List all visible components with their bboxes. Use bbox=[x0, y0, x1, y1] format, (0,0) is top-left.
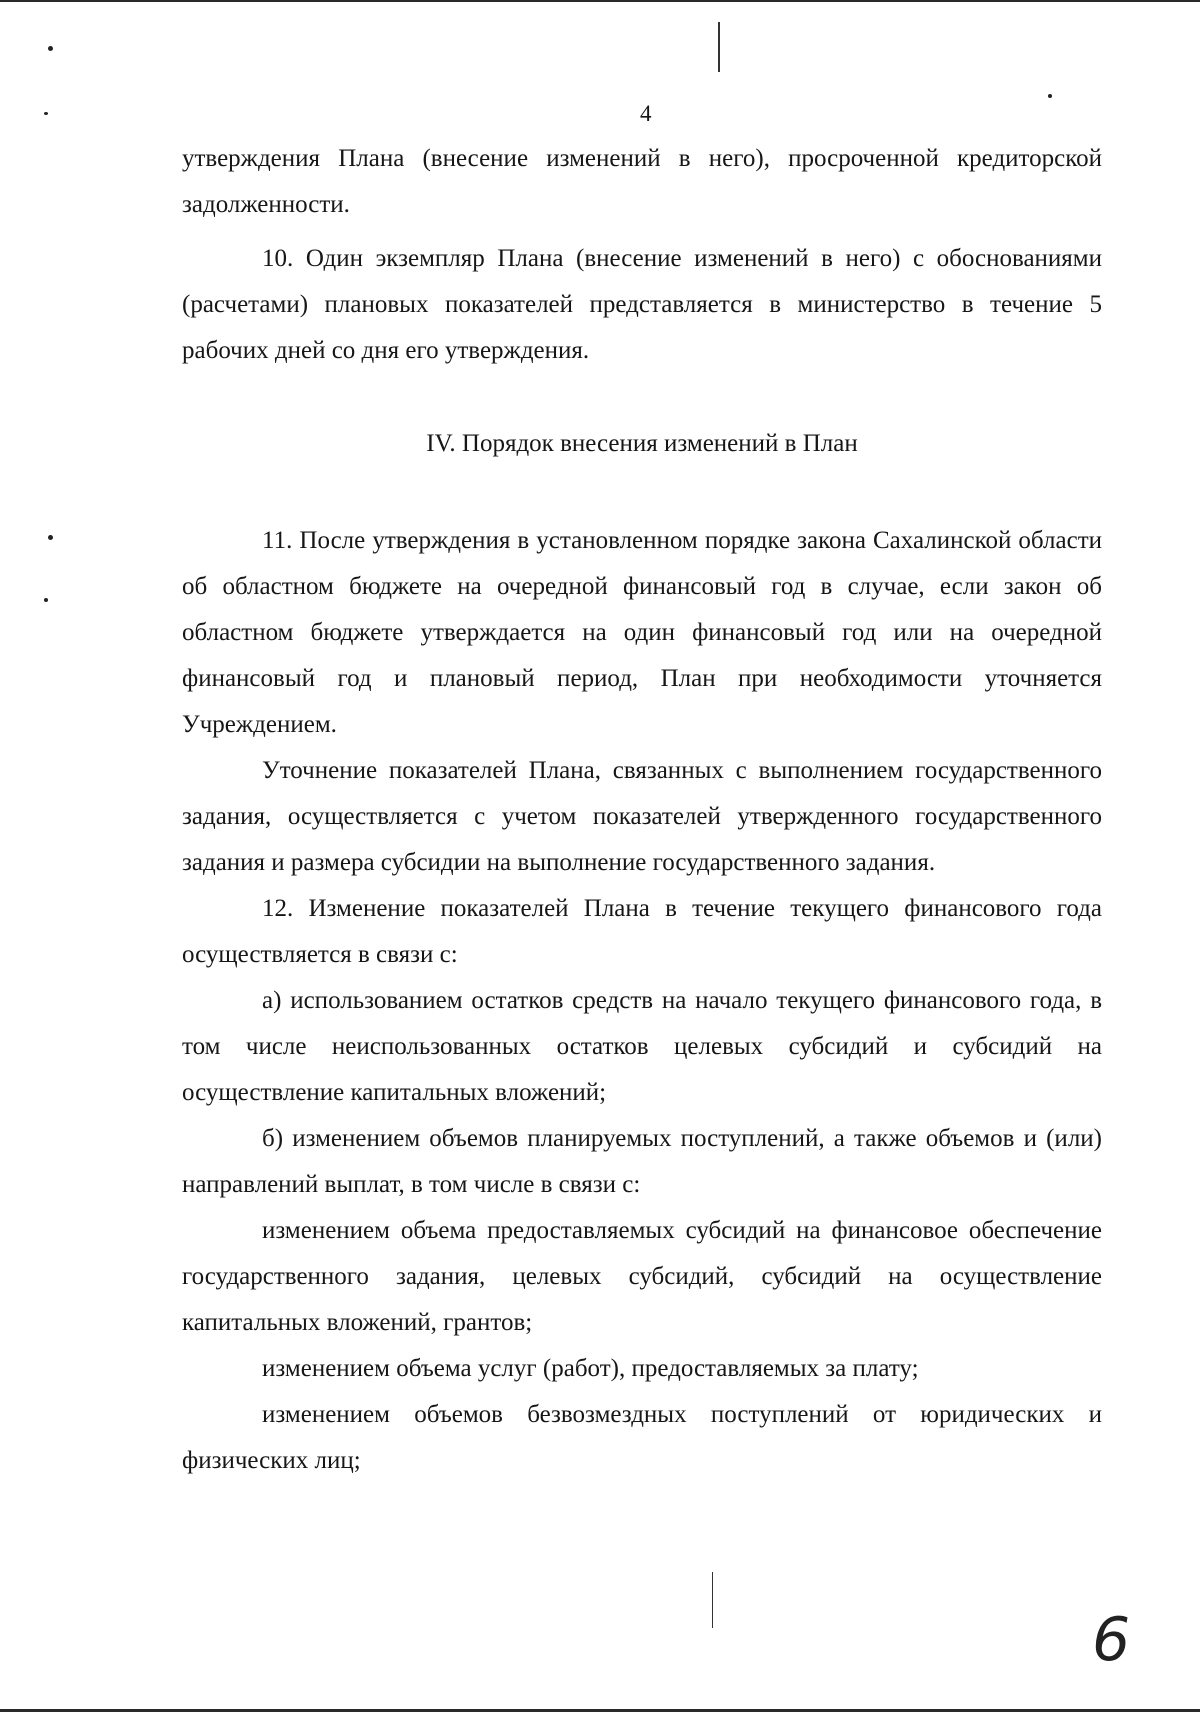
paragraph: утверждения Плана (внесение изменений в него), просроченной кредиторской задолженности. bbox=[182, 145, 1102, 218]
scan-speck bbox=[48, 46, 53, 51]
paragraph: Уточнение показателей Плана, связанных с выполнением государственного задания, осуществляется с учетом показателей утвержденного государственного задания и размера субсидии на выполнение государственного задания. bbox=[182, 757, 1102, 876]
text-block-main bbox=[182, 518, 1102, 1484]
scan-speck bbox=[1048, 94, 1052, 98]
scan-fold-line bbox=[718, 22, 720, 72]
handwritten-page-mark: 6 bbox=[1092, 1605, 1131, 1675]
paragraph: б) изменением объемов планируемых поступлений, а также объемов и (или) направлений выплат, в том числе в связи с: bbox=[182, 1125, 1102, 1198]
paragraph: изменением объема услуг (работ), предоставляемых за плату; bbox=[262, 1355, 919, 1382]
paragraph: 11. После утверждения в установленном порядке закона Сахалинской области об областном бюджете на очередной финансовый год в случае, если закон об областном бюджете утверждается на один финансовый год или на очередной финансовый год и плановый период, План при необходимости уточняется Учреждением. bbox=[182, 527, 1102, 738]
scan-speck bbox=[44, 112, 48, 115]
page-number: 4 bbox=[640, 101, 652, 126]
scan-edge-top bbox=[0, 0, 1200, 2]
paragraph: а) использованием остатков средств на начало текущего финансового года, в том числе неиспользованных остатков целевых субсидий и субсидий на осуществление капитальных вложений; bbox=[182, 987, 1102, 1106]
scan-fold-line bbox=[712, 1572, 713, 1628]
paragraph: изменением объема предоставляемых субсидий на финансовое обеспечение государственного задания, целевых субсидий, субсидий на осуществление капитальных вложений, грантов; bbox=[182, 1217, 1102, 1336]
paragraph: 10. Один экземпляр Плана (внесение изменений в него) с обоснованиями (расчетами) плановых показателей представляется в министерство в течение 5 рабочих дней со дня его утверждения. bbox=[182, 245, 1102, 364]
text-block-top bbox=[182, 136, 1102, 374]
paragraph: 12. Изменение показателей Плана в течение текущего финансового года осуществляется в связи с: bbox=[182, 895, 1102, 968]
section-heading: IV. Порядок внесения изменений в План bbox=[426, 430, 858, 457]
scan-speck bbox=[48, 535, 53, 540]
paragraph: изменением объемов безвозмездных поступлений от юридических и физических лиц; bbox=[182, 1401, 1102, 1474]
scan-speck bbox=[44, 598, 48, 602]
